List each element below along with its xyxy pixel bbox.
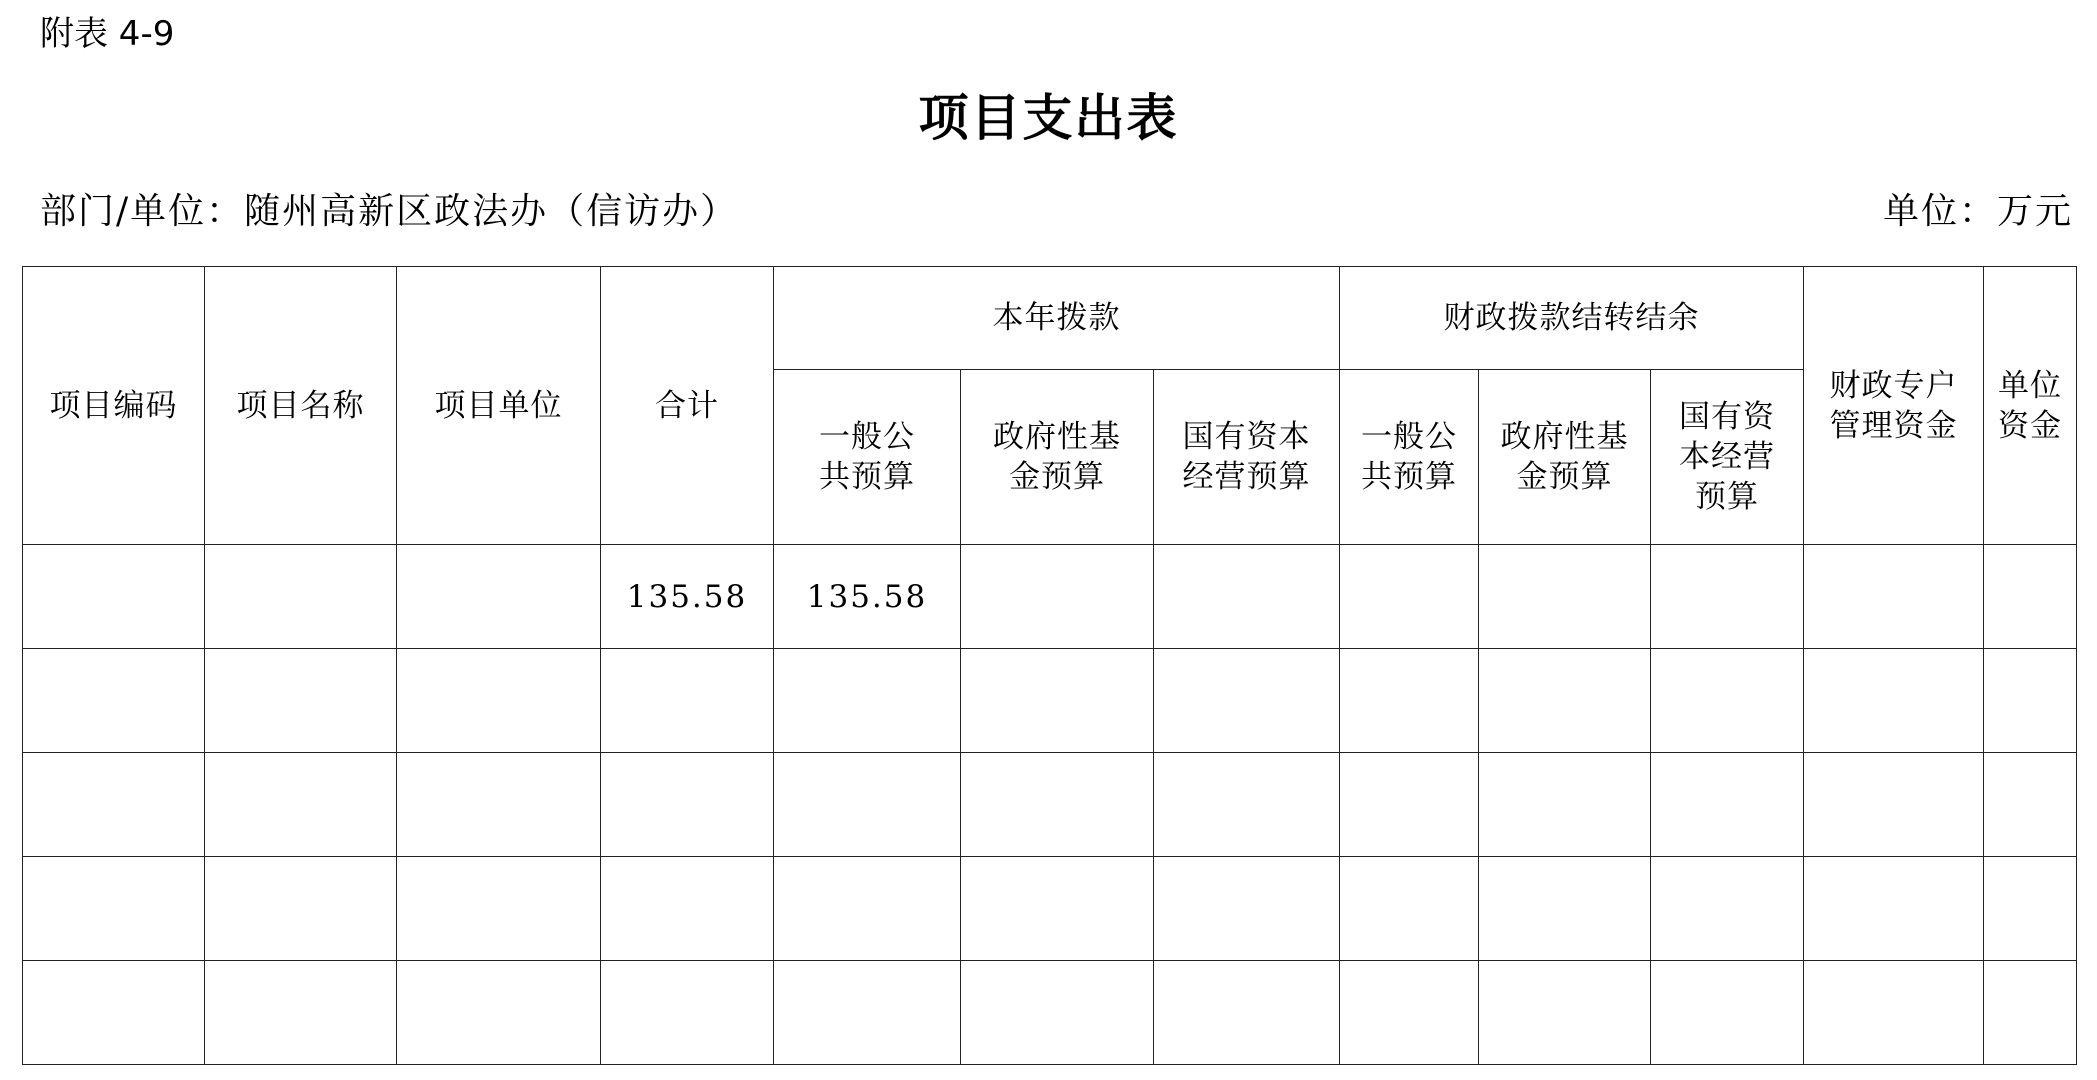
- cell-co-state-capital-budget: [1651, 753, 1804, 857]
- cell-project-unit: [397, 545, 601, 649]
- cell-cy-general-budget: [774, 857, 961, 961]
- col-header-total: 合计: [601, 267, 774, 545]
- cell-unit-fund: [1984, 545, 2077, 649]
- cell-co-state-capital-budget: [1651, 961, 1804, 1065]
- cell-cy-state-capital-budget: [1154, 857, 1340, 961]
- cell-project-name: [205, 753, 397, 857]
- subcol-header-co-state-capital-budget: 国有资本经营预算: [1651, 370, 1804, 545]
- cell-unit-fund: [1984, 961, 2077, 1065]
- annex-label: 附表 4-9: [40, 14, 175, 54]
- col-header-unit-fund: 单位资金: [1984, 267, 2077, 545]
- project-expenditure-table: [22, 266, 2077, 1065]
- cell-project-name: [205, 649, 397, 753]
- cell-co-state-capital-budget: [1651, 545, 1804, 649]
- col-header-special-account-fund: 财政专户管理资金: [1804, 267, 1984, 545]
- cell-cy-general-budget: [774, 961, 961, 1065]
- col-header-project-name: 项目名称: [205, 267, 397, 545]
- cell-cy-gov-fund-budget: [961, 961, 1154, 1065]
- subcol-header-cy-general-budget: 一般公共预算: [774, 370, 961, 545]
- cell-special-account-fund: [1804, 649, 1984, 753]
- col-header-carryover: 财政拨款结转结余: [1340, 267, 1804, 370]
- col-header-project-code: 项目编码: [23, 267, 205, 545]
- cell-total: [601, 649, 774, 753]
- col-header-project-unit: 项目单位: [397, 267, 601, 545]
- cell-co-general-budget: [1340, 649, 1479, 753]
- table-row: [23, 753, 2077, 857]
- cell-cy-gov-fund-budget: [961, 545, 1154, 649]
- cell-project-name: [205, 961, 397, 1065]
- cell-total: [601, 753, 774, 857]
- cell-total: [601, 857, 774, 961]
- cell-cy-state-capital-budget: [1154, 545, 1340, 649]
- table-row: [23, 649, 2077, 753]
- col-header-current-year-allocation: 本年拨款: [774, 267, 1340, 370]
- department-label: 部门/单位：随州高新区政法办（信访办）: [40, 191, 739, 232]
- cell-co-gov-fund-budget: [1479, 961, 1651, 1065]
- cell-special-account-fund: [1804, 857, 1984, 961]
- cell-project-unit: [397, 857, 601, 961]
- cell-cy-state-capital-budget: [1154, 753, 1340, 857]
- page-title: 项目支出表: [918, 88, 1179, 147]
- cell-project-code: [23, 753, 205, 857]
- cell-project-unit: [397, 649, 601, 753]
- cell-cy-gov-fund-budget: [961, 857, 1154, 961]
- cell-co-state-capital-budget: [1651, 649, 1804, 753]
- table-row: [23, 961, 2077, 1065]
- subcol-header-co-general-budget: 一般公共预算: [1340, 370, 1479, 545]
- subcol-header-co-gov-fund-budget: 政府性基金预算: [1479, 370, 1651, 545]
- cell-cy-gov-fund-budget: [961, 649, 1154, 753]
- cell-total: 135.58: [601, 545, 774, 649]
- cell-unit-fund: [1984, 753, 2077, 857]
- cell-project-code: [23, 545, 205, 649]
- cell-project-unit: [397, 961, 601, 1065]
- cell-co-general-budget: [1340, 961, 1479, 1065]
- cell-cy-state-capital-budget: [1154, 649, 1340, 753]
- cell-cy-general-budget: 135.58: [774, 545, 961, 649]
- cell-co-gov-fund-budget: [1479, 649, 1651, 753]
- cell-cy-general-budget: [774, 649, 961, 753]
- cell-project-unit: [397, 753, 601, 857]
- cell-co-general-budget: [1340, 857, 1479, 961]
- table-row: [23, 857, 2077, 961]
- subcol-header-cy-state-capital-budget: 国有资本经营预算: [1154, 370, 1340, 545]
- cell-unit-fund: [1984, 857, 2077, 961]
- cell-special-account-fund: [1804, 753, 1984, 857]
- cell-cy-state-capital-budget: [1154, 961, 1340, 1065]
- cell-project-code: [23, 649, 205, 753]
- cell-special-account-fund: [1804, 961, 1984, 1065]
- cell-co-general-budget: [1340, 545, 1479, 649]
- cell-co-state-capital-budget: [1651, 857, 1804, 961]
- cell-project-name: [205, 545, 397, 649]
- unit-label: 单位：万元: [1882, 191, 2073, 232]
- header-row-primary: [23, 267, 2077, 370]
- subcol-header-cy-gov-fund-budget: 政府性基金预算: [961, 370, 1154, 545]
- cell-cy-general-budget: [774, 753, 961, 857]
- cell-project-name: [205, 857, 397, 961]
- cell-co-general-budget: [1340, 753, 1479, 857]
- cell-total: [601, 961, 774, 1065]
- cell-co-gov-fund-budget: [1479, 857, 1651, 961]
- cell-project-code: [23, 857, 205, 961]
- cell-co-gov-fund-budget: [1479, 753, 1651, 857]
- cell-cy-gov-fund-budget: [961, 753, 1154, 857]
- table-row: [23, 545, 2077, 649]
- cell-unit-fund: [1984, 649, 2077, 753]
- cell-co-gov-fund-budget: [1479, 545, 1651, 649]
- cell-project-code: [23, 961, 205, 1065]
- cell-special-account-fund: [1804, 545, 1984, 649]
